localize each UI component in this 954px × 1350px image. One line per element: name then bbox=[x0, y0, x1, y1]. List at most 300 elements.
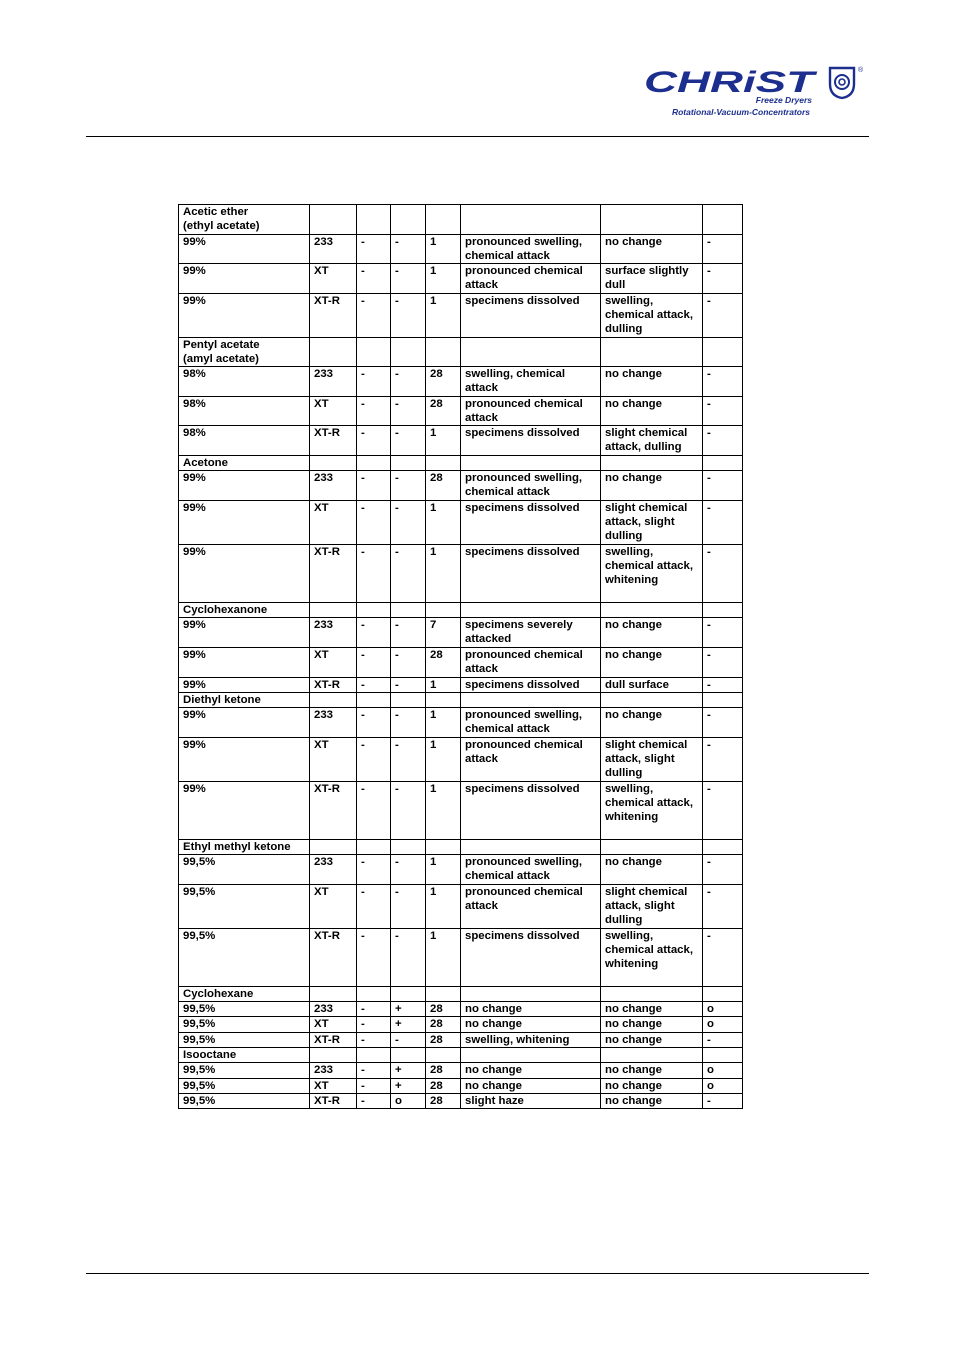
concentration-cell: 99,5% bbox=[179, 1093, 310, 1108]
appearance-cell: no change bbox=[601, 396, 703, 426]
days-cell: 28 bbox=[426, 396, 461, 426]
substance-name-line: Isooctane bbox=[183, 1048, 237, 1061]
appearance-cell: swelling, chemical attack, whitening bbox=[601, 928, 703, 986]
material-cell: XT-R bbox=[310, 928, 357, 986]
rating-cell: - bbox=[703, 426, 743, 456]
col4-cell: - bbox=[391, 1032, 426, 1047]
empty-cell bbox=[426, 337, 461, 367]
col3-cell: - bbox=[357, 396, 391, 426]
registered-mark: ® bbox=[858, 67, 864, 74]
logo-swirl-icon bbox=[830, 68, 854, 98]
table-body bbox=[179, 205, 743, 1109]
empty-cell bbox=[357, 456, 391, 471]
concentration-cell: 98% bbox=[179, 426, 310, 456]
empty-cell bbox=[461, 986, 601, 1001]
col3-cell: - bbox=[357, 234, 391, 264]
material-cell: XT-R bbox=[310, 293, 357, 337]
substance-name bbox=[179, 839, 310, 854]
empty-cell bbox=[601, 839, 703, 854]
days-cell: 1 bbox=[426, 544, 461, 602]
appearance-cell: no change bbox=[601, 1017, 703, 1032]
group-header-row bbox=[179, 456, 743, 471]
substance-name-line: Cyclohexanone bbox=[183, 604, 268, 617]
effect-cell: pronounced chemical attack bbox=[461, 737, 601, 781]
material-cell: XT bbox=[310, 1078, 357, 1093]
days-cell: 1 bbox=[426, 855, 461, 885]
material-cell: XT-R bbox=[310, 544, 357, 602]
table-row bbox=[179, 618, 743, 648]
col4-cell: - bbox=[391, 647, 426, 677]
col4-cell: + bbox=[391, 1002, 426, 1017]
table-row bbox=[179, 1093, 743, 1108]
col4-cell: - bbox=[391, 396, 426, 426]
col4-cell: - bbox=[391, 367, 426, 397]
col4-cell: - bbox=[391, 781, 426, 839]
material-cell: XT bbox=[310, 737, 357, 781]
days-cell: 28 bbox=[426, 1078, 461, 1093]
substance-name bbox=[179, 603, 310, 618]
days-cell: 1 bbox=[426, 737, 461, 781]
col3-cell: - bbox=[357, 647, 391, 677]
col3-cell: - bbox=[357, 781, 391, 839]
empty-cell bbox=[310, 456, 357, 471]
material-cell: 233 bbox=[310, 367, 357, 397]
material-cell: 233 bbox=[310, 618, 357, 648]
appearance-cell: slight chemical attack, dulling bbox=[601, 426, 703, 456]
col3-cell: - bbox=[357, 1017, 391, 1032]
days-cell: 1 bbox=[426, 884, 461, 928]
concentration-cell: 99% bbox=[179, 781, 310, 839]
effect-cell: no change bbox=[461, 1078, 601, 1093]
material-cell: XT bbox=[310, 884, 357, 928]
group-header-row bbox=[179, 986, 743, 1001]
appearance-cell: no change bbox=[601, 1002, 703, 1017]
effect-cell: pronounced chemical attack bbox=[461, 264, 601, 294]
table-row bbox=[179, 708, 743, 738]
material-cell: XT-R bbox=[310, 677, 357, 692]
effect-cell: pronounced swelling, chemical attack bbox=[461, 234, 601, 264]
days-cell: 28 bbox=[426, 647, 461, 677]
days-cell: 28 bbox=[426, 1063, 461, 1078]
col3-cell: - bbox=[357, 264, 391, 294]
col3-cell: - bbox=[357, 426, 391, 456]
material-cell: 233 bbox=[310, 708, 357, 738]
substance-name-line: Acetone bbox=[183, 457, 228, 470]
days-cell: 28 bbox=[426, 471, 461, 501]
col4-cell: + bbox=[391, 1063, 426, 1078]
empty-cell bbox=[703, 205, 743, 235]
col4-cell: + bbox=[391, 1017, 426, 1032]
group-header-row bbox=[179, 205, 743, 235]
substance-name bbox=[179, 986, 310, 1001]
logo-tagline-2: Rotational-Vacuum-Concentrators bbox=[671, 107, 810, 117]
table-row bbox=[179, 1063, 743, 1078]
substance-name bbox=[179, 1047, 310, 1062]
empty-cell bbox=[703, 839, 743, 854]
substance-name bbox=[179, 337, 310, 367]
rating-cell: - bbox=[703, 264, 743, 294]
col3-cell: - bbox=[357, 928, 391, 986]
col4-cell: - bbox=[391, 618, 426, 648]
appearance-cell: swelling, chemical attack, whitening bbox=[601, 781, 703, 839]
material-cell: 233 bbox=[310, 471, 357, 501]
col4-cell: - bbox=[391, 928, 426, 986]
table-row bbox=[179, 855, 743, 885]
rating-cell: - bbox=[703, 544, 743, 602]
concentration-cell: 98% bbox=[179, 367, 310, 397]
rating-cell: - bbox=[703, 647, 743, 677]
effect-cell: specimens dissolved bbox=[461, 293, 601, 337]
footer-divider bbox=[86, 1273, 869, 1274]
material-cell: 233 bbox=[310, 1063, 357, 1078]
col4-cell: - bbox=[391, 293, 426, 337]
substance-name-line: (amyl acetate) bbox=[183, 352, 259, 365]
effect-cell: pronounced swelling, chemical attack bbox=[461, 708, 601, 738]
col4-cell: - bbox=[391, 426, 426, 456]
material-cell: XT-R bbox=[310, 1093, 357, 1108]
effect-cell: specimens dissolved bbox=[461, 544, 601, 602]
material-cell: XT-R bbox=[310, 781, 357, 839]
table-row bbox=[179, 781, 743, 839]
concentration-cell: 99,5% bbox=[179, 1063, 310, 1078]
concentration-cell: 99% bbox=[179, 471, 310, 501]
appearance-cell: no change bbox=[601, 1093, 703, 1108]
empty-cell bbox=[601, 1047, 703, 1062]
effect-cell: specimens dissolved bbox=[461, 500, 601, 544]
empty-cell bbox=[703, 692, 743, 707]
rating-cell: - bbox=[703, 1093, 743, 1108]
table-row bbox=[179, 1078, 743, 1093]
appearance-cell: dull surface bbox=[601, 677, 703, 692]
days-cell: 28 bbox=[426, 1032, 461, 1047]
material-cell: XT-R bbox=[310, 1032, 357, 1047]
appearance-cell: no change bbox=[601, 1078, 703, 1093]
rating-cell: - bbox=[703, 471, 743, 501]
col3-cell: - bbox=[357, 855, 391, 885]
rating-cell: - bbox=[703, 618, 743, 648]
empty-cell bbox=[461, 205, 601, 235]
col3-cell: - bbox=[357, 367, 391, 397]
effect-cell: specimens dissolved bbox=[461, 426, 601, 456]
table-row bbox=[179, 1002, 743, 1017]
appearance-cell: slight chemical attack, slight dulling bbox=[601, 500, 703, 544]
table-row bbox=[179, 737, 743, 781]
col4-cell: - bbox=[391, 544, 426, 602]
effect-cell: no change bbox=[461, 1017, 601, 1032]
col4-cell: - bbox=[391, 234, 426, 264]
effect-cell: pronounced swelling, chemical attack bbox=[461, 471, 601, 501]
empty-cell bbox=[310, 986, 357, 1001]
concentration-cell: 99% bbox=[179, 708, 310, 738]
substance-name-line: Pentyl acetate bbox=[183, 338, 260, 351]
appearance-cell: no change bbox=[601, 855, 703, 885]
material-cell: XT bbox=[310, 1017, 357, 1032]
logo-tagline-1: Freeze Dryers bbox=[755, 95, 812, 105]
empty-cell bbox=[357, 839, 391, 854]
col3-cell: - bbox=[357, 293, 391, 337]
concentration-cell: 98% bbox=[179, 396, 310, 426]
empty-cell bbox=[601, 337, 703, 367]
appearance-cell: no change bbox=[601, 618, 703, 648]
effect-cell: pronounced chemical attack bbox=[461, 396, 601, 426]
col4-cell: + bbox=[391, 1078, 426, 1093]
rating-cell: - bbox=[703, 855, 743, 885]
substance-name-line: Ethyl methyl ketone bbox=[183, 840, 291, 853]
days-cell: 1 bbox=[426, 234, 461, 264]
logo-wordmark: CHRiST bbox=[644, 66, 819, 99]
empty-cell bbox=[703, 603, 743, 618]
empty-cell bbox=[391, 986, 426, 1001]
rating-cell: o bbox=[703, 1063, 743, 1078]
table-row bbox=[179, 677, 743, 692]
col4-cell: - bbox=[391, 677, 426, 692]
empty-cell bbox=[426, 205, 461, 235]
col4-cell: - bbox=[391, 884, 426, 928]
table-row bbox=[179, 1017, 743, 1032]
empty-cell bbox=[703, 337, 743, 367]
col3-cell: - bbox=[357, 737, 391, 781]
concentration-cell: 99% bbox=[179, 677, 310, 692]
rating-cell: - bbox=[703, 884, 743, 928]
effect-cell: swelling, whitening bbox=[461, 1032, 601, 1047]
table-row bbox=[179, 293, 743, 337]
table-row bbox=[179, 234, 743, 264]
empty-cell bbox=[426, 986, 461, 1001]
table-row bbox=[179, 396, 743, 426]
substance-name-line: Acetic ether bbox=[183, 206, 249, 218]
empty-cell bbox=[310, 603, 357, 618]
days-cell: 28 bbox=[426, 1017, 461, 1032]
empty-cell bbox=[461, 692, 601, 707]
table-row bbox=[179, 928, 743, 986]
col3-cell: - bbox=[357, 708, 391, 738]
empty-cell bbox=[601, 205, 703, 235]
group-header-row bbox=[179, 1047, 743, 1062]
empty-cell bbox=[357, 603, 391, 618]
empty-cell bbox=[461, 603, 601, 618]
table-row bbox=[179, 426, 743, 456]
empty-cell bbox=[357, 205, 391, 235]
appearance-cell: swelling, chemical attack, whitening bbox=[601, 544, 703, 602]
appearance-cell: no change bbox=[601, 471, 703, 501]
table-row bbox=[179, 500, 743, 544]
col3-cell: - bbox=[357, 544, 391, 602]
rating-cell: - bbox=[703, 737, 743, 781]
group-header-row bbox=[179, 337, 743, 367]
material-cell: XT-R bbox=[310, 426, 357, 456]
effect-cell: pronounced chemical attack bbox=[461, 884, 601, 928]
concentration-cell: 99,5% bbox=[179, 884, 310, 928]
empty-cell bbox=[391, 205, 426, 235]
col3-cell: - bbox=[357, 1063, 391, 1078]
appearance-cell: swelling, chemical attack, dulling bbox=[601, 293, 703, 337]
empty-cell bbox=[601, 986, 703, 1001]
rating-cell: - bbox=[703, 367, 743, 397]
empty-cell bbox=[426, 692, 461, 707]
substance-name-line: Cyclohexane bbox=[183, 987, 254, 1000]
substance-name bbox=[179, 692, 310, 707]
concentration-cell: 99% bbox=[179, 293, 310, 337]
rating-cell: o bbox=[703, 1017, 743, 1032]
col4-cell: - bbox=[391, 737, 426, 781]
rating-cell: - bbox=[703, 396, 743, 426]
days-cell: 7 bbox=[426, 618, 461, 648]
col3-cell: - bbox=[357, 1032, 391, 1047]
rating-cell: - bbox=[703, 234, 743, 264]
effect-cell: no change bbox=[461, 1063, 601, 1078]
table-row bbox=[179, 647, 743, 677]
col4-cell: - bbox=[391, 500, 426, 544]
empty-cell bbox=[310, 1047, 357, 1062]
rating-cell: - bbox=[703, 293, 743, 337]
rating-cell: - bbox=[703, 1032, 743, 1047]
col3-cell: - bbox=[357, 500, 391, 544]
material-cell: 233 bbox=[310, 1002, 357, 1017]
material-cell: XT bbox=[310, 396, 357, 426]
effect-cell: pronounced swelling, chemical attack bbox=[461, 855, 601, 885]
table-row bbox=[179, 367, 743, 397]
days-cell: 1 bbox=[426, 928, 461, 986]
days-cell: 28 bbox=[426, 1002, 461, 1017]
rating-cell: - bbox=[703, 677, 743, 692]
empty-cell bbox=[391, 603, 426, 618]
empty-cell bbox=[391, 692, 426, 707]
empty-cell bbox=[391, 337, 426, 367]
effect-cell: specimens dissolved bbox=[461, 677, 601, 692]
concentration-cell: 99,5% bbox=[179, 1032, 310, 1047]
rating-cell: - bbox=[703, 708, 743, 738]
concentration-cell: 99,5% bbox=[179, 928, 310, 986]
appearance-cell: no change bbox=[601, 234, 703, 264]
table-row bbox=[179, 884, 743, 928]
empty-cell bbox=[357, 986, 391, 1001]
concentration-cell: 99% bbox=[179, 234, 310, 264]
empty-cell bbox=[426, 1047, 461, 1062]
empty-cell bbox=[703, 1047, 743, 1062]
empty-cell bbox=[703, 986, 743, 1001]
empty-cell bbox=[461, 456, 601, 471]
empty-cell bbox=[601, 456, 703, 471]
group-header-row bbox=[179, 603, 743, 618]
empty-cell bbox=[461, 337, 601, 367]
material-cell: 233 bbox=[310, 855, 357, 885]
col3-cell: - bbox=[357, 1002, 391, 1017]
table-row bbox=[179, 264, 743, 294]
empty-cell bbox=[357, 692, 391, 707]
concentration-cell: 99% bbox=[179, 618, 310, 648]
effect-cell: specimens dissolved bbox=[461, 781, 601, 839]
appearance-cell: no change bbox=[601, 708, 703, 738]
appearance-cell: slight chemical attack, slight dulling bbox=[601, 737, 703, 781]
effect-cell: specimens dissolved bbox=[461, 928, 601, 986]
appearance-cell: no change bbox=[601, 367, 703, 397]
days-cell: 1 bbox=[426, 781, 461, 839]
col4-cell: - bbox=[391, 471, 426, 501]
material-cell: 233 bbox=[310, 234, 357, 264]
col3-cell: - bbox=[357, 1093, 391, 1108]
col4-cell: - bbox=[391, 264, 426, 294]
col4-cell: o bbox=[391, 1093, 426, 1108]
concentration-cell: 99% bbox=[179, 544, 310, 602]
col3-cell: - bbox=[357, 884, 391, 928]
col3-cell: - bbox=[357, 618, 391, 648]
days-cell: 1 bbox=[426, 293, 461, 337]
concentration-cell: 99,5% bbox=[179, 1002, 310, 1017]
empty-cell bbox=[310, 337, 357, 367]
material-cell: XT bbox=[310, 647, 357, 677]
empty-cell bbox=[601, 603, 703, 618]
concentration-cell: 99,5% bbox=[179, 1078, 310, 1093]
table-row bbox=[179, 471, 743, 501]
days-cell: 1 bbox=[426, 677, 461, 692]
rating-cell: o bbox=[703, 1078, 743, 1093]
days-cell: 1 bbox=[426, 426, 461, 456]
header-divider bbox=[86, 136, 869, 137]
material-cell: XT bbox=[310, 264, 357, 294]
empty-cell bbox=[703, 456, 743, 471]
days-cell: 28 bbox=[426, 1093, 461, 1108]
days-cell: 1 bbox=[426, 264, 461, 294]
col3-cell: - bbox=[357, 677, 391, 692]
table-row bbox=[179, 544, 743, 602]
empty-cell bbox=[601, 692, 703, 707]
appearance-cell: no change bbox=[601, 1032, 703, 1047]
table-row bbox=[179, 1032, 743, 1047]
company-logo bbox=[640, 62, 870, 122]
rating-cell: - bbox=[703, 781, 743, 839]
empty-cell bbox=[461, 839, 601, 854]
effect-cell: specimens severely attacked bbox=[461, 618, 601, 648]
appearance-cell: surface slightly dull bbox=[601, 264, 703, 294]
rating-cell: o bbox=[703, 1002, 743, 1017]
empty-cell bbox=[310, 692, 357, 707]
concentration-cell: 99,5% bbox=[179, 855, 310, 885]
empty-cell bbox=[310, 205, 357, 235]
substance-name bbox=[179, 205, 310, 235]
concentration-cell: 99% bbox=[179, 264, 310, 294]
col3-cell: - bbox=[357, 471, 391, 501]
col3-cell: - bbox=[357, 1078, 391, 1093]
concentration-cell: 99% bbox=[179, 737, 310, 781]
days-cell: 1 bbox=[426, 500, 461, 544]
days-cell: 28 bbox=[426, 367, 461, 397]
rating-cell: - bbox=[703, 500, 743, 544]
empty-cell bbox=[461, 1047, 601, 1062]
effect-cell: no change bbox=[461, 1002, 601, 1017]
empty-cell bbox=[426, 603, 461, 618]
appearance-cell: no change bbox=[601, 647, 703, 677]
group-header-row bbox=[179, 692, 743, 707]
substance-name bbox=[179, 456, 310, 471]
days-cell: 1 bbox=[426, 708, 461, 738]
concentration-cell: 99% bbox=[179, 647, 310, 677]
empty-cell bbox=[426, 839, 461, 854]
appearance-cell: no change bbox=[601, 1063, 703, 1078]
empty-cell bbox=[391, 456, 426, 471]
effect-cell: slight haze bbox=[461, 1093, 601, 1108]
effect-cell: pronounced chemical attack bbox=[461, 647, 601, 677]
empty-cell bbox=[357, 337, 391, 367]
group-header-row bbox=[179, 839, 743, 854]
concentration-cell: 99% bbox=[179, 500, 310, 544]
substance-name-line: (ethyl acetate) bbox=[183, 220, 260, 232]
material-cell: XT bbox=[310, 500, 357, 544]
effect-cell: swelling, chemical attack bbox=[461, 367, 601, 397]
empty-cell bbox=[357, 1047, 391, 1062]
empty-cell bbox=[391, 1047, 426, 1062]
empty-cell bbox=[310, 839, 357, 854]
appearance-cell: slight chemical attack, slight dulling bbox=[601, 884, 703, 928]
